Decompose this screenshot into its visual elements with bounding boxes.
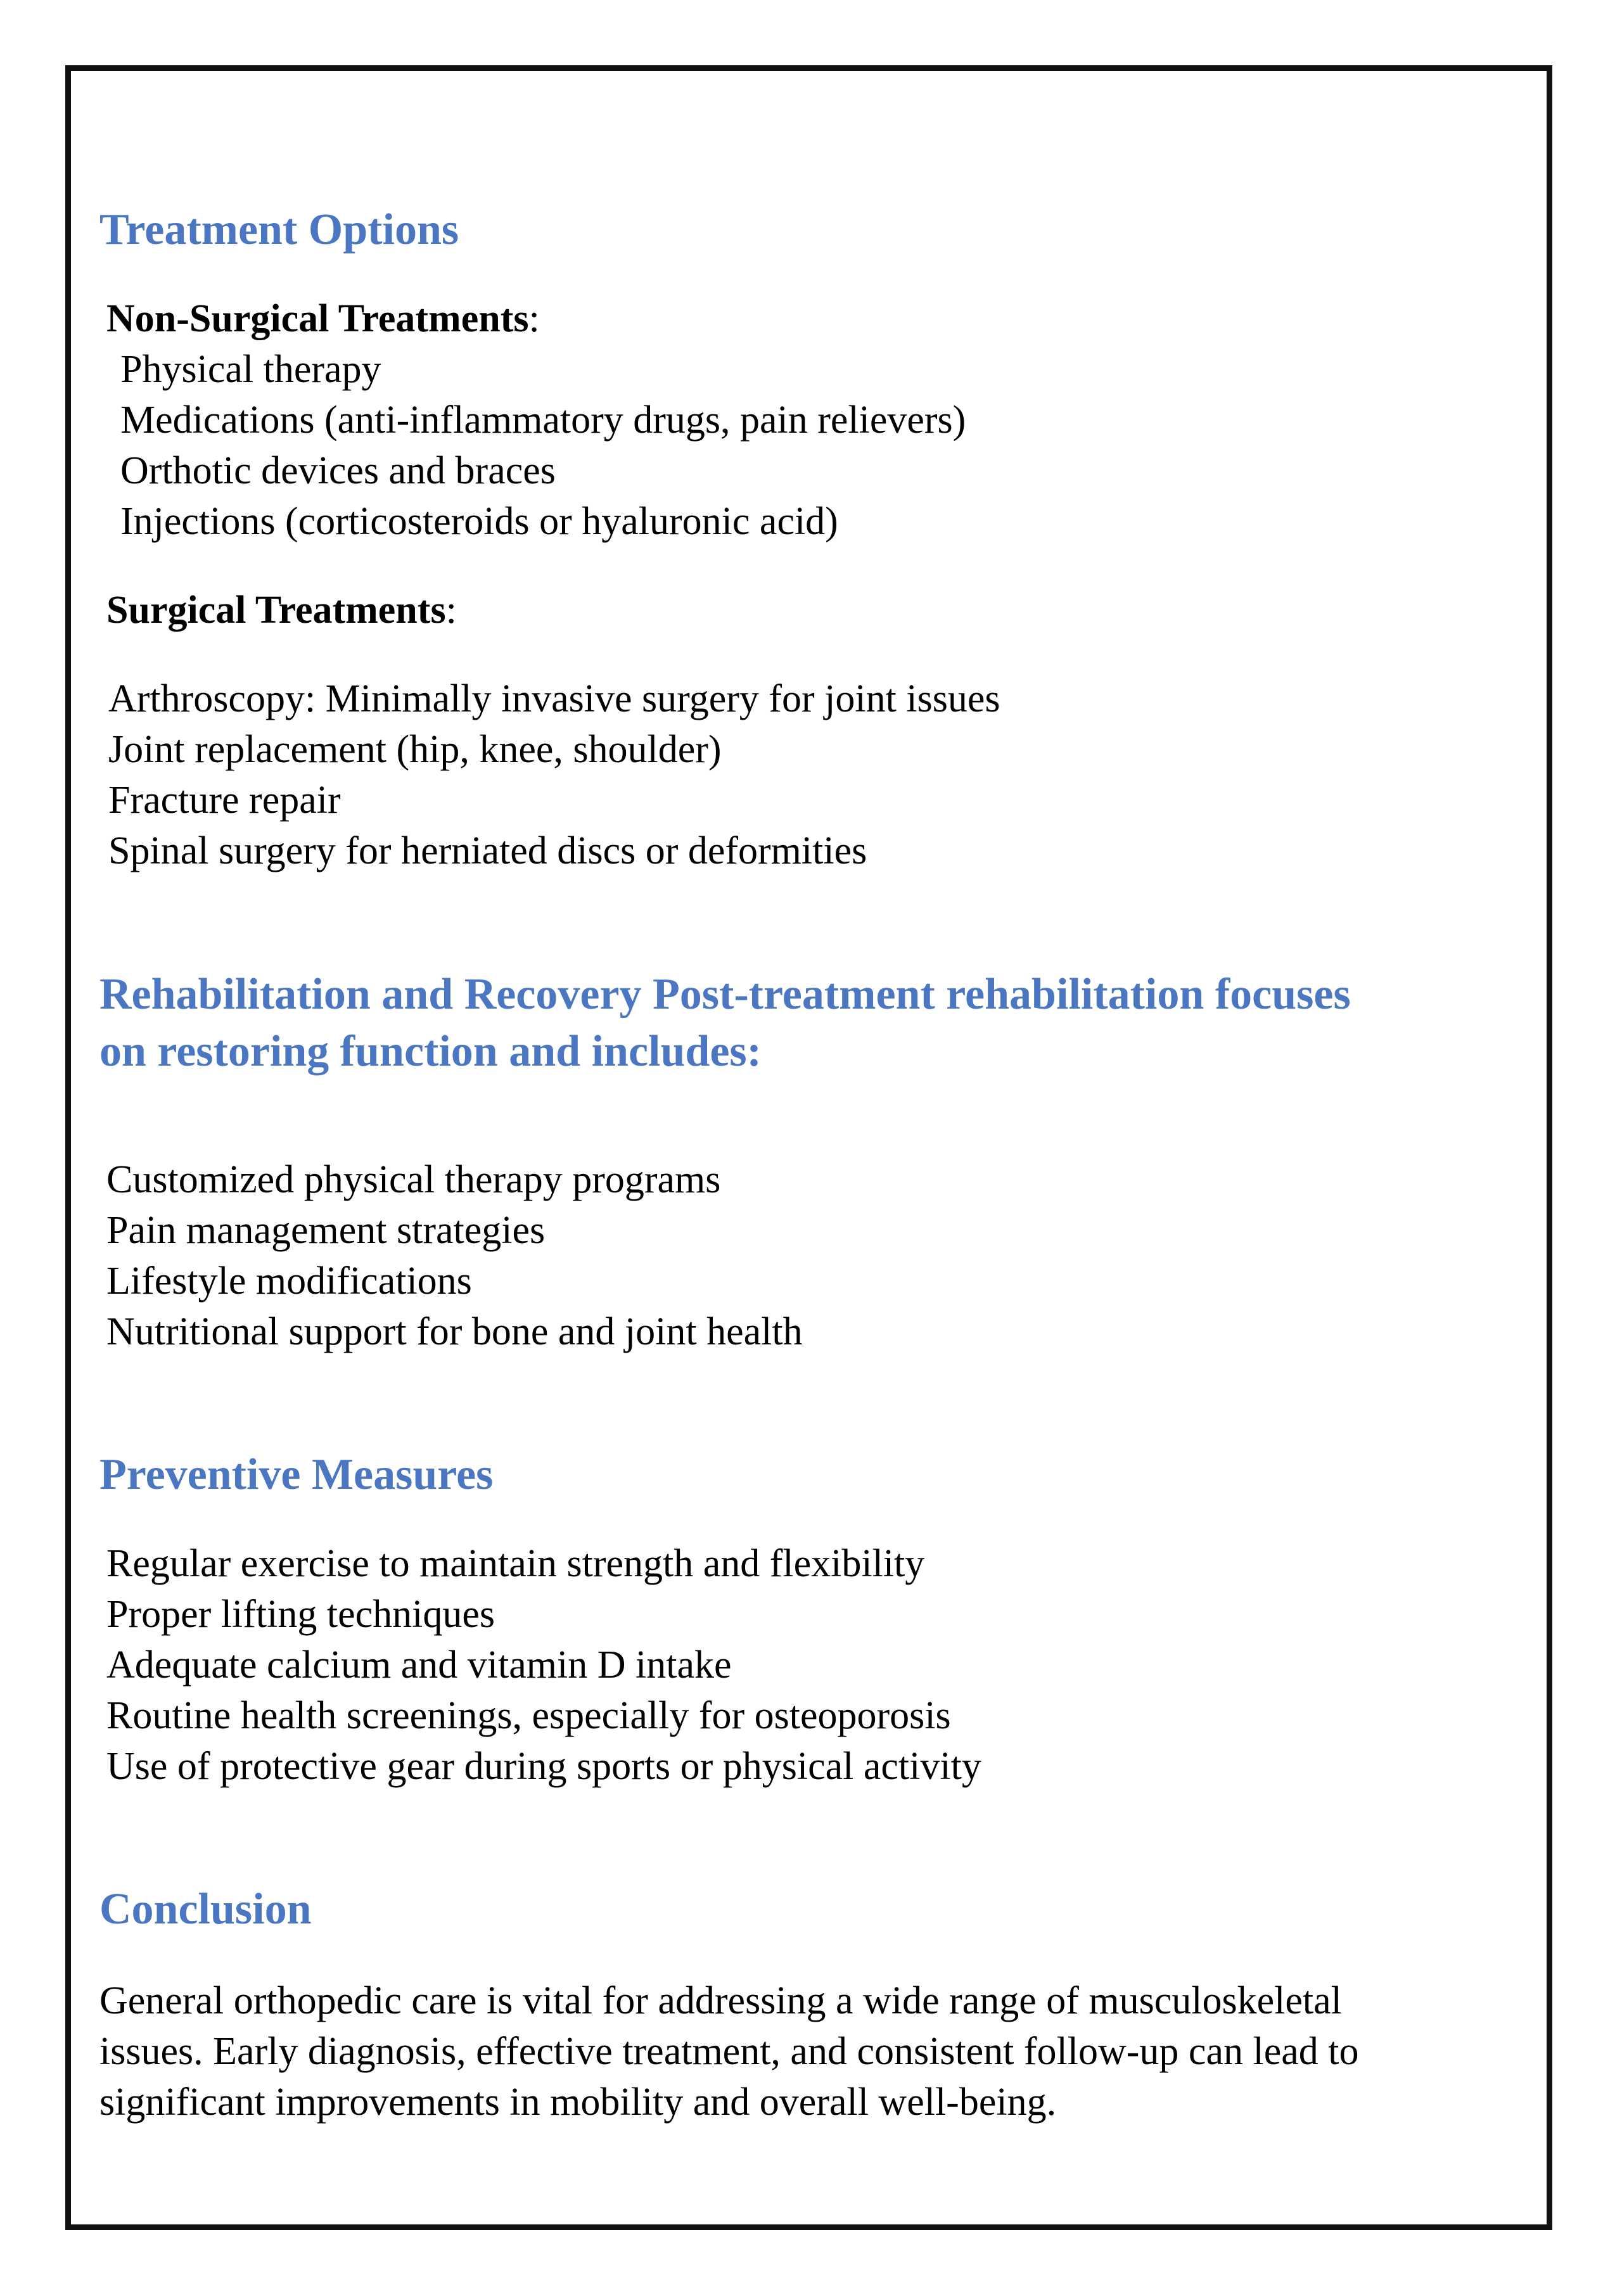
subheading-colon: : <box>528 297 540 340</box>
list-item: Customized physical therapy programs <box>106 1158 721 1201</box>
list-item: Injections (corticosteroids or hyaluronic acid) <box>120 500 838 543</box>
list-item: Regular exercise to maintain strength and flexibility <box>106 1542 925 1585</box>
list-item: Joint replacement (hip, knee, shoulder) <box>108 728 722 771</box>
list-item: Nutritional support for bone and joint health <box>106 1310 803 1353</box>
conclusion-line: significant improvements in mobility and overall well-being. <box>99 2081 1057 2124</box>
list-item: Arthroscopy: Minimally invasive surgery for joint issues <box>108 677 1000 720</box>
list-item: Spinal surgery for herniated discs or deformities <box>108 829 867 872</box>
list-item: Orthotic devices and braces <box>120 449 556 492</box>
rehabilitation-list <box>106 1154 803 1357</box>
section-heading-rehabilitation: Rehabilitation and Recovery Post-treatment rehabilitation focuses <box>99 970 1351 1019</box>
preventive-list <box>106 1538 981 1792</box>
subheading-non-surgical-label: Non-Surgical Treatments <box>106 297 529 340</box>
section-heading-preventive-measures: Preventive Measures <box>99 1450 494 1499</box>
list-item: Fracture repair <box>108 779 341 822</box>
section-heading-rehabilitation-continued: on restoring function and includes: <box>99 1027 762 1076</box>
subheading-non-surgical <box>106 293 540 344</box>
list-item: Medications (anti-inflammatory drugs, pain relievers) <box>120 399 966 442</box>
subheading-surgical-label: Surgical Treatments <box>106 589 446 632</box>
section-heading-treatment-options: Treatment Options <box>99 205 459 254</box>
list-item: Routine health screenings, especially for osteoporosis <box>106 1694 951 1737</box>
list-item: Physical therapy <box>120 348 381 391</box>
conclusion-line: General orthopedic care is vital for addressing a wide range of musculoskeletal <box>99 1979 1342 2022</box>
list-item: Lifestyle modifications <box>106 1260 472 1303</box>
list-item: Use of protective gear during sports or physical activity <box>106 1745 981 1788</box>
conclusion-line: issues. Early diagnosis, effective treatment, and consistent follow-up can lead to <box>99 2030 1359 2073</box>
list-item: Pain management strategies <box>106 1209 546 1252</box>
conclusion-paragraph <box>99 1975 1525 2127</box>
subheading-surgical <box>106 585 457 635</box>
section-heading-conclusion: Conclusion <box>99 1885 312 1934</box>
subheading-colon: : <box>445 589 457 632</box>
non-surgical-list <box>120 344 966 547</box>
list-item: Proper lifting techniques <box>106 1593 495 1636</box>
list-item: Adequate calcium and vitamin D intake <box>106 1643 732 1687</box>
surgical-list <box>108 673 1000 876</box>
